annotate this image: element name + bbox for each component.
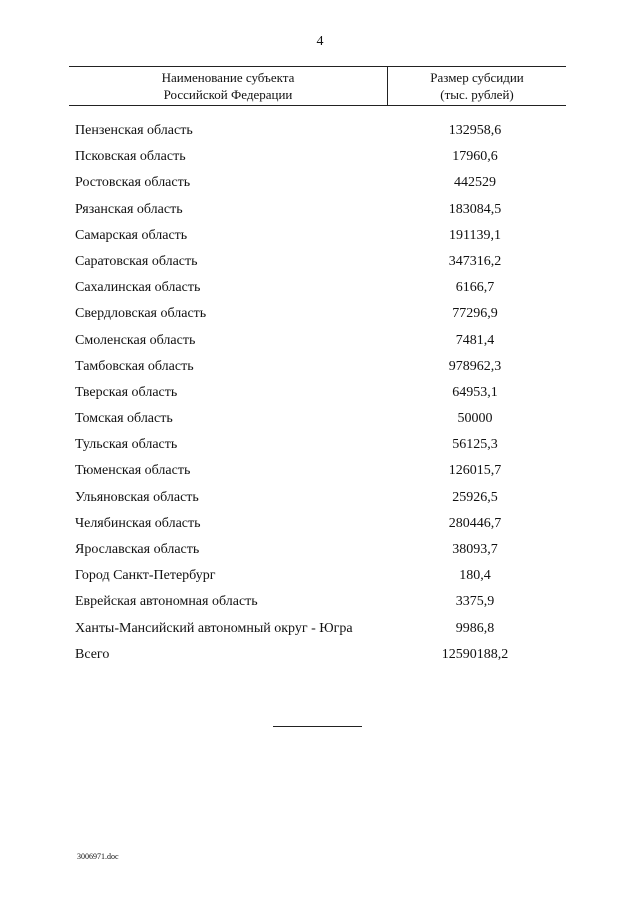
table-row (75, 253, 565, 279)
subsidy-value: 25926,5 (452, 489, 498, 505)
region-name: Город Санкт-Петербург (75, 568, 216, 584)
table-row (75, 593, 565, 619)
table-row (75, 541, 565, 567)
region-name: Самарская область (75, 227, 188, 243)
table-row (75, 567, 565, 593)
subsidy-value: 347316,2 (448, 253, 502, 269)
page-number: 4 (316, 34, 324, 49)
table-row (75, 620, 565, 646)
subsidy-value: 978962,3 (448, 358, 502, 374)
header-region-name-line1: Наименование субъекта (161, 70, 295, 85)
region-name: Ханты-Мансийский автономный округ - Югра (75, 620, 353, 636)
subsidy-value: 9986,8 (455, 620, 495, 636)
subsidy-value: 7481,4 (455, 332, 495, 348)
table-row (75, 462, 565, 488)
region-name: Сахалинская область (75, 280, 201, 296)
subsidy-value: 132958,6 (448, 123, 502, 138)
region-name: Томская область (75, 411, 173, 427)
subsidy-value: 77296,9 (452, 306, 498, 322)
table-row (75, 332, 565, 358)
region-name: Ярославская область (75, 542, 200, 557)
region-name: Тамбовская область (75, 358, 194, 374)
subsidy-value: 126015,7 (448, 463, 502, 479)
subsidy-value: 3375,9 (455, 594, 495, 610)
subsidy-value: 17960,6 (452, 149, 498, 165)
region-name: Тульская область (75, 437, 178, 453)
subsidy-value: 56125,3 (452, 437, 498, 453)
table-row (75, 148, 565, 174)
total-value: 12590188,2 (441, 646, 509, 662)
total-label: Всего (75, 646, 110, 662)
region-name: Саратовская область (75, 253, 198, 269)
table-row (75, 436, 565, 462)
header-region-name-line2: Российской Федерации (163, 87, 293, 102)
subsidy-value: 64953,1 (452, 384, 498, 400)
table-row (75, 279, 565, 305)
region-name: Тверская область (75, 384, 178, 400)
header-subsidy-amount-line2: (тыс. рублей) (440, 87, 514, 102)
file-reference: 3006971.doc (77, 852, 119, 861)
subsidy-value: 6166,7 (455, 280, 495, 296)
table-row (75, 305, 565, 331)
table-body (75, 122, 565, 672)
subsidy-value: 180,4 (459, 568, 491, 584)
region-name: Рязанская область (75, 201, 183, 217)
table-row (75, 358, 565, 384)
table-row (75, 122, 565, 148)
subsidy-value: 191139,1 (449, 227, 501, 243)
table-row (75, 515, 565, 541)
header-subsidy-amount (388, 69, 566, 103)
table-row (75, 410, 565, 436)
subsidy-value: 38093,7 (452, 542, 498, 557)
end-rule (273, 726, 362, 727)
region-name: Свердловская область (75, 306, 207, 322)
table-row-total (75, 646, 565, 672)
subsidy-value: 280446,7 (448, 515, 502, 531)
region-name: Челябинская область (75, 515, 201, 531)
header-subsidy-amount-line1: Размер субсидии (430, 70, 524, 85)
table-row (75, 174, 565, 200)
table-header (69, 66, 566, 106)
subsidy-value: 50000 (457, 411, 493, 427)
region-name: Ульяновская область (75, 489, 199, 505)
table-row (75, 489, 565, 515)
table-row (75, 201, 565, 227)
region-name: Смоленская область (75, 332, 196, 348)
region-name: Еврейская автономная область (75, 594, 258, 610)
subsidy-value: 442529 (454, 175, 496, 191)
subsidy-value: 183084,5 (448, 201, 502, 217)
region-name: Пензенская область (75, 123, 193, 138)
region-name: Псковская область (75, 149, 186, 165)
table-row (75, 384, 565, 410)
table-row (75, 227, 565, 253)
region-name: Ростовская область (75, 175, 191, 191)
header-region-name (69, 69, 387, 103)
region-name: Тюменская область (75, 463, 191, 479)
